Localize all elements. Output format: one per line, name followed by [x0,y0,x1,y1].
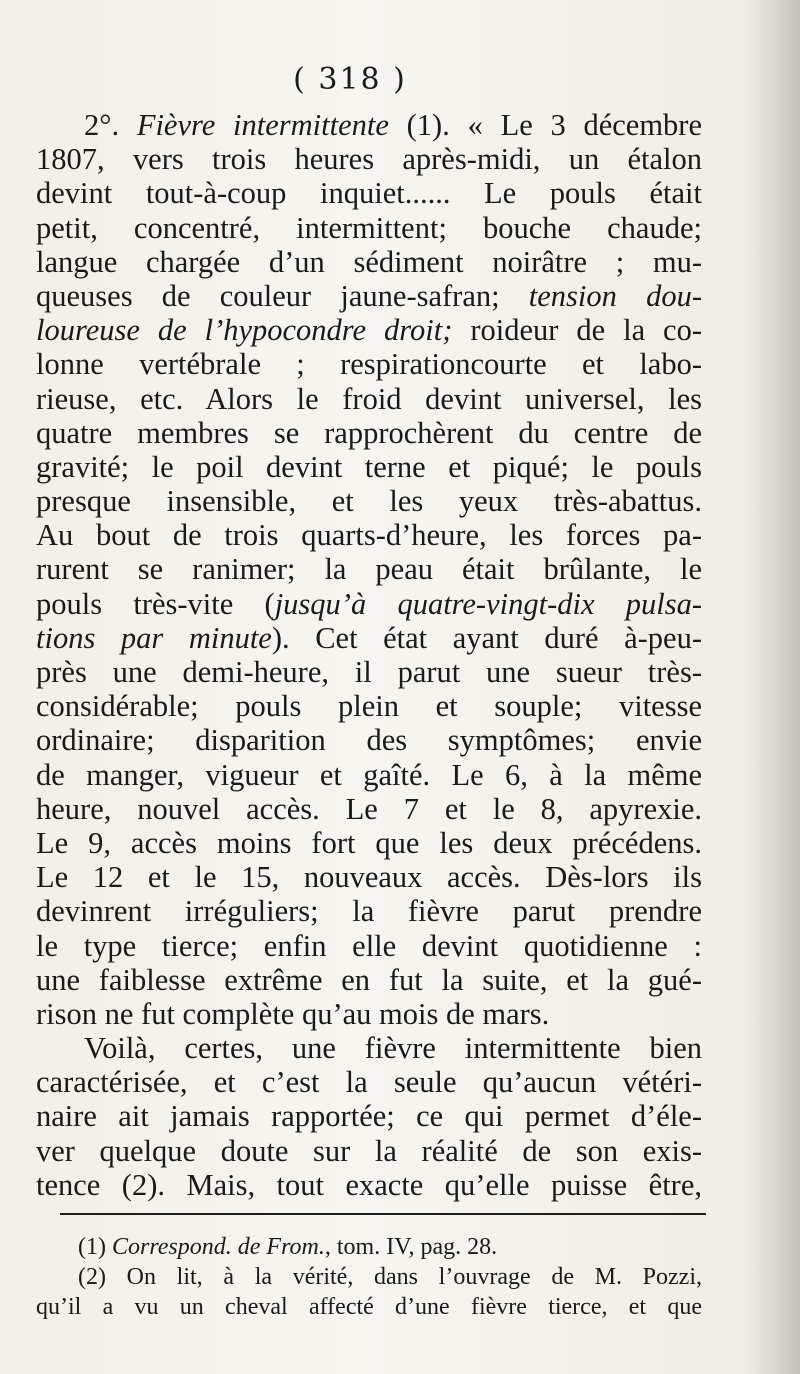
page-number: ( 318 ) [293,62,407,97]
text-line-18: considérable; pouls plein et souple; vitesse [36,689,702,724]
footnote-1-source: Correspond. de From. [111,1234,325,1260]
footnote-2-line-2: qu’il a vu un cheval affecté d’une fièvre tierce, et que [36,1294,702,1320]
footnote-1: (1) Correspond. de From., tom. IV, pag. 28. [78,1234,498,1260]
text-line-9: rieuse, etc. Alors le froid devint universel, les [36,381,702,416]
text-line-10: quatre membres se rapprochèrent du centre de [36,415,702,450]
text-line-22: Le 9, accès moins fort que les deux précédens. [36,825,702,860]
text-line-4: petit, concentré, intermittent; bouche chaude; [36,210,702,245]
text-line-7: loureuse de l’hypocondre droit; roideur de la co- [36,313,702,348]
text-line-12: presque insensible, et les yeux très-abattus. [36,484,702,519]
text-line-31: ver quelque doute sur la réalité de son exis- [36,1133,702,1168]
text-line-1: 2°. Fièvre intermittente (1). « Le 3 décembre [84,108,703,142]
text-line-25: le type tierce; enfin elle devint quotidienne : [36,928,702,963]
text-line-27: rison ne fut complète qu’au mois de mars. [36,996,550,1031]
text-line-16: tions par minute). Cet état ayant duré à-peu- [36,620,702,655]
footnote-divider [60,1213,706,1215]
italic-span: loureuse de l’hypocondre droit; [36,313,453,348]
body-text [36,108,702,1202]
text-line-24: devinrent irréguliers; la fièvre parut prendre [36,894,702,929]
text-line-32: tence (2). Mais, tout exacte qu’elle puisse être, [36,1167,702,1202]
footnote-2-line-1: (2) On lit, à la vérité, dans l’ouvrage de M. Pozzi, [78,1264,702,1290]
italic-span: jusqu’à quatre-vingt-dix pulsa- [274,586,702,621]
text-line-15: pouls très-vite (jusqu’à quatre-vingt-dix pulsa- [36,586,702,621]
text-line-6: queuses de couleur jaune-safran; tension dou- [36,278,702,313]
italic-span: tension dou- [528,278,702,313]
text-line-8: lonne vertébrale ; respirationcourte et labo- [36,347,702,382]
text-line-21: heure, nouvel accès. Le 7 et le 8, apyrexie. [36,791,702,826]
text-line-3: devint tout-à-coup inquiet...... Le pouls était [36,176,702,211]
text-line-30: naire ait jamais rapportée; ce qui permet d’éle- [36,1099,702,1134]
text-line-5: langue chargée d’un sédiment noirâtre ; mu- [36,244,702,279]
text-line-20: de manger, vigueur et gaîté. Le 6, à la même [36,757,702,792]
italic-span: tions par minute [36,620,272,655]
italic-heading: Fièvre intermittente [136,108,389,142]
text-line-14: rurent se ranimer; la peau était brûlante, le [36,552,702,587]
text-line-2: 1807, vers trois heures après-midi, un étalon [36,142,702,177]
text-line-26: une faiblesse extrême en fut la suite, et la gué- [36,962,702,997]
text-line-17: près une demi-heure, il parut une sueur très- [36,655,702,689]
text-line-19: ordinaire; disparition des symptômes; envie [36,723,702,758]
footnotes [36,1232,702,1322]
text-line-29: caractérisée, et c’est la seule qu’aucun vétéri- [36,1065,702,1100]
text-line-13: Au bout de trois quarts-d’heure, les forces pa- [36,518,702,553]
spine-shadow [745,0,800,1374]
text-line-28: Voilà, certes, une fièvre intermittente bien [84,1031,702,1066]
text-line-11: gravité; le poil devint terne et piqué; le pouls [36,449,702,484]
text-line-23: Le 12 et le 15, nouveaux accès. Dès-lors ils [36,860,702,895]
